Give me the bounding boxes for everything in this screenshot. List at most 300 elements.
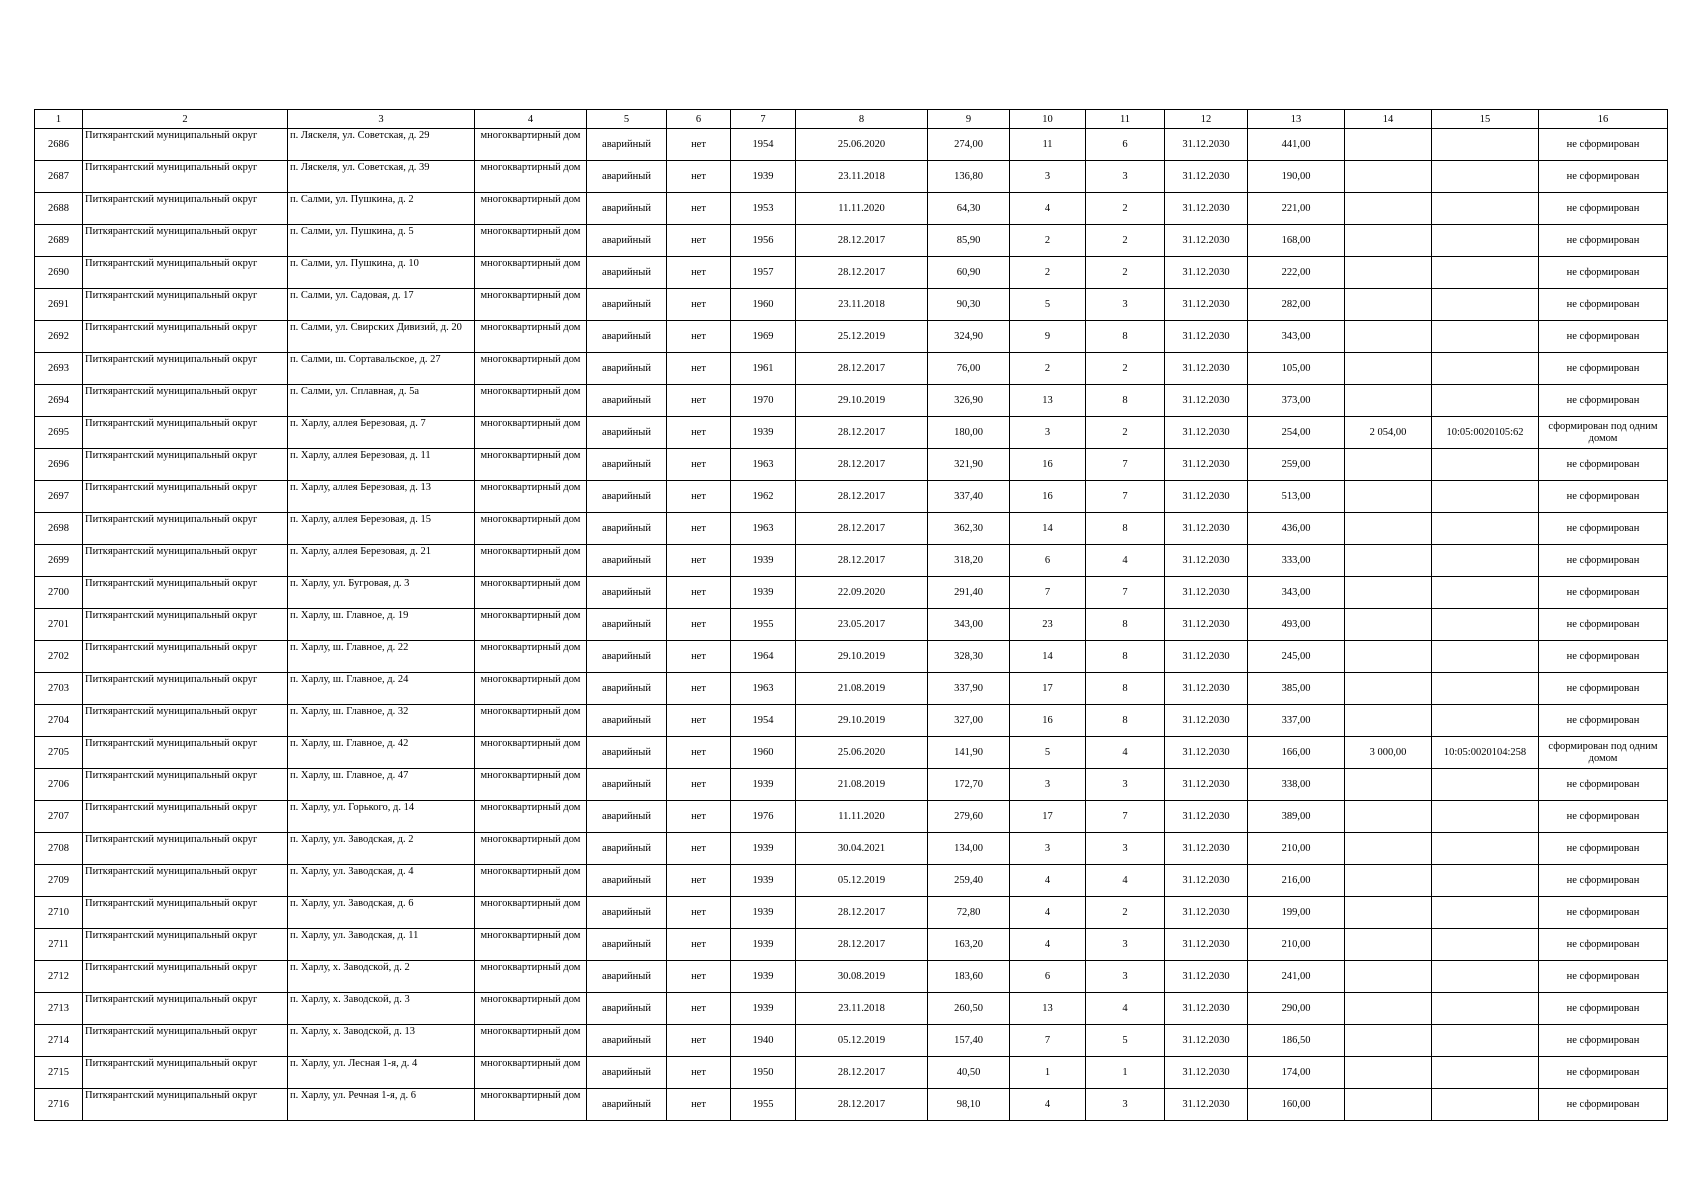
land-area-cell — [1345, 1089, 1432, 1121]
year-cell: 1939 — [731, 161, 796, 193]
row-number-cell: 2702 — [35, 641, 83, 673]
area-cell: 136,80 — [928, 161, 1010, 193]
address-cell: п. Ляскеля, ул. Советская, д. 29 — [288, 129, 475, 161]
year-cell: 1956 — [731, 225, 796, 257]
address-cell: п. Харлу, ул. Лесная 1-я, д. 4 — [288, 1057, 475, 1089]
area-cell: 327,00 — [928, 705, 1010, 737]
area-cell: 259,40 — [928, 865, 1010, 897]
flag-cell: нет — [667, 769, 731, 801]
land-status-cell: не сформирован — [1539, 609, 1668, 641]
building-type-cell: многоквартирный дом — [475, 737, 587, 769]
area-cell: 337,40 — [928, 481, 1010, 513]
cadastral-number-cell — [1432, 993, 1539, 1025]
flag-cell: нет — [667, 961, 731, 993]
residents-cell: 7 — [1010, 1025, 1086, 1057]
area-cell: 326,90 — [928, 385, 1010, 417]
building-type-cell: многоквартирный дом — [475, 993, 587, 1025]
land-area-cell — [1345, 513, 1432, 545]
year-cell: 1957 — [731, 257, 796, 289]
area-cell: 72,80 — [928, 897, 1010, 929]
residents-cell: 6 — [1010, 961, 1086, 993]
address-cell: п. Харлу, ул. Заводская, д. 4 — [288, 865, 475, 897]
building-type-cell: многоквартирный дом — [475, 225, 587, 257]
municipality-cell: Питкярантский муниципальный округ — [83, 353, 288, 385]
flag-cell: нет — [667, 737, 731, 769]
total-area-cell: 373,00 — [1248, 385, 1345, 417]
units-cell: 4 — [1086, 993, 1165, 1025]
condition-cell: аварийный — [587, 929, 667, 961]
date-cell: 28.12.2017 — [796, 449, 928, 481]
cadastral-number-cell — [1432, 513, 1539, 545]
units-cell: 4 — [1086, 737, 1165, 769]
cadastral-number-cell — [1432, 353, 1539, 385]
flag-cell: нет — [667, 129, 731, 161]
date-cell: 28.12.2017 — [796, 513, 928, 545]
land-status-cell: сформирован под одним домом — [1539, 737, 1668, 769]
land-status-cell: не сформирован — [1539, 193, 1668, 225]
units-cell: 3 — [1086, 161, 1165, 193]
residents-cell: 16 — [1010, 481, 1086, 513]
cadastral-number-cell — [1432, 929, 1539, 961]
date-cell: 29.10.2019 — [796, 641, 928, 673]
units-cell: 1 — [1086, 1057, 1165, 1089]
table-row — [35, 833, 1668, 865]
area-cell: 337,90 — [928, 673, 1010, 705]
land-status-cell: не сформирован — [1539, 353, 1668, 385]
land-area-cell — [1345, 289, 1432, 321]
land-status-cell: не сформирован — [1539, 321, 1668, 353]
land-area-cell — [1345, 1025, 1432, 1057]
land-status-cell: не сформирован — [1539, 289, 1668, 321]
flag-cell: нет — [667, 481, 731, 513]
year-cell: 1969 — [731, 321, 796, 353]
total-area-cell: 210,00 — [1248, 929, 1345, 961]
date-cell: 28.12.2017 — [796, 545, 928, 577]
residents-cell: 13 — [1010, 385, 1086, 417]
cadastral-number-cell — [1432, 577, 1539, 609]
deadline-date-cell: 31.12.2030 — [1165, 897, 1248, 929]
deadline-date-cell: 31.12.2030 — [1165, 1089, 1248, 1121]
address-cell: п. Харлу, ул. Горького, д. 14 — [288, 801, 475, 833]
condition-cell: аварийный — [587, 513, 667, 545]
deadline-date-cell: 31.12.2030 — [1165, 833, 1248, 865]
municipality-cell: Питкярантский муниципальный округ — [83, 1025, 288, 1057]
date-cell: 25.12.2019 — [796, 321, 928, 353]
land-area-cell — [1345, 769, 1432, 801]
land-area-cell — [1345, 257, 1432, 289]
municipality-cell: Питкярантский муниципальный округ — [83, 1057, 288, 1089]
date-cell: 28.12.2017 — [796, 929, 928, 961]
municipality-cell: Питкярантский муниципальный округ — [83, 641, 288, 673]
land-area-cell — [1345, 801, 1432, 833]
flag-cell: нет — [667, 449, 731, 481]
municipality-cell: Питкярантский муниципальный округ — [83, 737, 288, 769]
total-area-cell: 190,00 — [1248, 161, 1345, 193]
municipality-cell: Питкярантский муниципальный округ — [83, 1089, 288, 1121]
address-cell: п. Харлу, ш. Главное, д. 22 — [288, 641, 475, 673]
address-cell: п. Харлу, х. Заводской, д. 3 — [288, 993, 475, 1025]
residents-cell: 6 — [1010, 545, 1086, 577]
building-type-cell: многоквартирный дом — [475, 577, 587, 609]
area-cell: 321,90 — [928, 449, 1010, 481]
table-row — [35, 257, 1668, 289]
deadline-date-cell: 31.12.2030 — [1165, 417, 1248, 449]
address-cell: п. Харлу, аллея Березовая, д. 21 — [288, 545, 475, 577]
area-cell: 328,30 — [928, 641, 1010, 673]
land-area-cell — [1345, 865, 1432, 897]
column-header-15: 15 — [1432, 110, 1539, 129]
deadline-date-cell: 31.12.2030 — [1165, 801, 1248, 833]
units-cell: 7 — [1086, 449, 1165, 481]
deadline-date-cell: 31.12.2030 — [1165, 193, 1248, 225]
date-cell: 11.11.2020 — [796, 193, 928, 225]
building-type-cell: многоквартирный дом — [475, 961, 587, 993]
area-cell: 40,50 — [928, 1057, 1010, 1089]
building-type-cell: многоквартирный дом — [475, 449, 587, 481]
column-header-6: 6 — [667, 110, 731, 129]
units-cell: 8 — [1086, 705, 1165, 737]
residents-cell: 3 — [1010, 769, 1086, 801]
units-cell: 2 — [1086, 353, 1165, 385]
address-cell: п. Салми, ул. Сплавная, д. 5а — [288, 385, 475, 417]
column-header-3: 3 — [288, 110, 475, 129]
residents-cell: 1 — [1010, 1057, 1086, 1089]
building-type-cell: многоквартирный дом — [475, 385, 587, 417]
row-number-cell: 2701 — [35, 609, 83, 641]
area-cell: 85,90 — [928, 225, 1010, 257]
row-number-cell: 2703 — [35, 673, 83, 705]
deadline-date-cell: 31.12.2030 — [1165, 929, 1248, 961]
date-cell: 23.11.2018 — [796, 993, 928, 1025]
flag-cell: нет — [667, 1089, 731, 1121]
row-number-cell: 2700 — [35, 577, 83, 609]
residents-cell: 2 — [1010, 257, 1086, 289]
year-cell: 1962 — [731, 481, 796, 513]
municipality-cell: Питкярантский муниципальный округ — [83, 961, 288, 993]
municipality-cell: Питкярантский муниципальный округ — [83, 705, 288, 737]
cadastral-number-cell — [1432, 385, 1539, 417]
cadastral-number-cell — [1432, 321, 1539, 353]
land-area-cell — [1345, 929, 1432, 961]
land-area-cell — [1345, 1057, 1432, 1089]
address-cell: п. Ляскеля, ул. Советская, д. 39 — [288, 161, 475, 193]
total-area-cell: 254,00 — [1248, 417, 1345, 449]
total-area-cell: 199,00 — [1248, 897, 1345, 929]
year-cell: 1940 — [731, 1025, 796, 1057]
units-cell: 6 — [1086, 129, 1165, 161]
building-type-cell: многоквартирный дом — [475, 769, 587, 801]
year-cell: 1963 — [731, 673, 796, 705]
total-area-cell: 436,00 — [1248, 513, 1345, 545]
land-area-cell — [1345, 449, 1432, 481]
year-cell: 1939 — [731, 769, 796, 801]
building-type-cell: многоквартирный дом — [475, 641, 587, 673]
units-cell: 3 — [1086, 929, 1165, 961]
condition-cell: аварийный — [587, 385, 667, 417]
units-cell: 3 — [1086, 1089, 1165, 1121]
area-cell: 183,60 — [928, 961, 1010, 993]
cadastral-number-cell — [1432, 897, 1539, 929]
table-row — [35, 353, 1668, 385]
year-cell: 1953 — [731, 193, 796, 225]
address-cell: п. Харлу, ш. Главное, д. 19 — [288, 609, 475, 641]
residents-cell: 5 — [1010, 737, 1086, 769]
year-cell: 1939 — [731, 545, 796, 577]
address-cell: п. Салми, ул. Свирских Дивизий, д. 20 — [288, 321, 475, 353]
column-header-10: 10 — [1010, 110, 1086, 129]
units-cell: 2 — [1086, 257, 1165, 289]
deadline-date-cell: 31.12.2030 — [1165, 769, 1248, 801]
municipality-cell: Питкярантский муниципальный округ — [83, 161, 288, 193]
area-cell: 172,70 — [928, 769, 1010, 801]
table-row — [35, 673, 1668, 705]
area-cell: 76,00 — [928, 353, 1010, 385]
total-area-cell: 343,00 — [1248, 321, 1345, 353]
condition-cell: аварийный — [587, 737, 667, 769]
residents-cell: 2 — [1010, 353, 1086, 385]
residents-cell: 11 — [1010, 129, 1086, 161]
land-status-cell: не сформирован — [1539, 545, 1668, 577]
land-status-cell: не сформирован — [1539, 1025, 1668, 1057]
flag-cell: нет — [667, 673, 731, 705]
area-cell: 362,30 — [928, 513, 1010, 545]
units-cell: 8 — [1086, 641, 1165, 673]
deadline-date-cell: 31.12.2030 — [1165, 449, 1248, 481]
units-cell: 8 — [1086, 609, 1165, 641]
row-number-cell: 2686 — [35, 129, 83, 161]
condition-cell: аварийный — [587, 289, 667, 321]
address-cell: п. Харлу, ул. Заводская, д. 2 — [288, 833, 475, 865]
total-area-cell: 105,00 — [1248, 353, 1345, 385]
table-row — [35, 737, 1668, 769]
deadline-date-cell: 31.12.2030 — [1165, 321, 1248, 353]
row-number-cell: 2690 — [35, 257, 83, 289]
land-status-cell: не сформирован — [1539, 833, 1668, 865]
row-number-cell: 2697 — [35, 481, 83, 513]
area-cell: 279,60 — [928, 801, 1010, 833]
row-number-cell: 2695 — [35, 417, 83, 449]
year-cell: 1939 — [731, 961, 796, 993]
building-type-cell: многоквартирный дом — [475, 545, 587, 577]
flag-cell: нет — [667, 289, 731, 321]
municipality-cell: Питкярантский муниципальный округ — [83, 289, 288, 321]
total-area-cell: 245,00 — [1248, 641, 1345, 673]
table-row — [35, 481, 1668, 513]
year-cell: 1961 — [731, 353, 796, 385]
column-header-11: 11 — [1086, 110, 1165, 129]
condition-cell: аварийный — [587, 417, 667, 449]
row-number-cell: 2716 — [35, 1089, 83, 1121]
municipality-cell: Питкярантский муниципальный округ — [83, 609, 288, 641]
land-area-cell — [1345, 353, 1432, 385]
cadastral-number-cell — [1432, 193, 1539, 225]
column-header-7: 7 — [731, 110, 796, 129]
land-area-cell: 2 054,00 — [1345, 417, 1432, 449]
date-cell: 21.08.2019 — [796, 769, 928, 801]
deadline-date-cell: 31.12.2030 — [1165, 577, 1248, 609]
flag-cell: нет — [667, 577, 731, 609]
year-cell: 1950 — [731, 1057, 796, 1089]
row-number-cell: 2692 — [35, 321, 83, 353]
deadline-date-cell: 31.12.2030 — [1165, 1057, 1248, 1089]
cadastral-number-cell — [1432, 225, 1539, 257]
row-number-cell: 2696 — [35, 449, 83, 481]
land-status-cell: не сформирован — [1539, 481, 1668, 513]
total-area-cell: 241,00 — [1248, 961, 1345, 993]
address-cell: п. Харлу, аллея Березовая, д. 15 — [288, 513, 475, 545]
units-cell: 3 — [1086, 961, 1165, 993]
year-cell: 1939 — [731, 865, 796, 897]
land-status-cell: не сформирован — [1539, 257, 1668, 289]
flag-cell: нет — [667, 993, 731, 1025]
building-type-cell: многоквартирный дом — [475, 673, 587, 705]
table-row — [35, 865, 1668, 897]
table-body — [35, 129, 1668, 1121]
date-cell: 28.12.2017 — [796, 417, 928, 449]
condition-cell: аварийный — [587, 897, 667, 929]
condition-cell: аварийный — [587, 865, 667, 897]
address-cell: п. Харлу, аллея Березовая, д. 11 — [288, 449, 475, 481]
flag-cell: нет — [667, 321, 731, 353]
condition-cell: аварийный — [587, 193, 667, 225]
residents-cell: 16 — [1010, 449, 1086, 481]
table-header — [35, 110, 1668, 129]
row-number-cell: 2693 — [35, 353, 83, 385]
municipality-cell: Питкярантский муниципальный округ — [83, 481, 288, 513]
land-area-cell — [1345, 897, 1432, 929]
municipality-cell: Питкярантский муниципальный округ — [83, 257, 288, 289]
land-area-cell — [1345, 833, 1432, 865]
date-cell: 28.12.2017 — [796, 353, 928, 385]
table-row — [35, 129, 1668, 161]
deadline-date-cell: 31.12.2030 — [1165, 481, 1248, 513]
area-cell: 318,20 — [928, 545, 1010, 577]
deadline-date-cell: 31.12.2030 — [1165, 257, 1248, 289]
land-status-cell: не сформирован — [1539, 449, 1668, 481]
units-cell: 7 — [1086, 577, 1165, 609]
residents-cell: 23 — [1010, 609, 1086, 641]
cadastral-number-cell — [1432, 769, 1539, 801]
land-area-cell — [1345, 129, 1432, 161]
residents-cell: 16 — [1010, 705, 1086, 737]
date-cell: 23.05.2017 — [796, 609, 928, 641]
municipality-cell: Питкярантский муниципальный округ — [83, 129, 288, 161]
address-cell: п. Харлу, аллея Березовая, д. 13 — [288, 481, 475, 513]
flag-cell: нет — [667, 545, 731, 577]
flag-cell: нет — [667, 225, 731, 257]
area-cell: 291,40 — [928, 577, 1010, 609]
flag-cell: нет — [667, 1057, 731, 1089]
building-type-cell: многоквартирный дом — [475, 289, 587, 321]
residents-cell: 13 — [1010, 993, 1086, 1025]
row-number-cell: 2709 — [35, 865, 83, 897]
flag-cell: нет — [667, 801, 731, 833]
residents-cell: 4 — [1010, 193, 1086, 225]
land-status-cell: не сформирован — [1539, 801, 1668, 833]
condition-cell: аварийный — [587, 449, 667, 481]
date-cell: 28.12.2017 — [796, 1089, 928, 1121]
date-cell: 29.10.2019 — [796, 705, 928, 737]
table-row — [35, 1025, 1668, 1057]
deadline-date-cell: 31.12.2030 — [1165, 609, 1248, 641]
residents-cell: 3 — [1010, 161, 1086, 193]
year-cell: 1939 — [731, 833, 796, 865]
condition-cell: аварийный — [587, 673, 667, 705]
cadastral-number-cell: 10:05:0020105:62 — [1432, 417, 1539, 449]
row-number-cell: 2698 — [35, 513, 83, 545]
table-row — [35, 1057, 1668, 1089]
total-area-cell: 493,00 — [1248, 609, 1345, 641]
land-area-cell — [1345, 321, 1432, 353]
total-area-cell: 174,00 — [1248, 1057, 1345, 1089]
deadline-date-cell: 31.12.2030 — [1165, 705, 1248, 737]
land-area-cell — [1345, 577, 1432, 609]
table-row — [35, 705, 1668, 737]
date-cell: 23.11.2018 — [796, 161, 928, 193]
units-cell: 8 — [1086, 673, 1165, 705]
land-area-cell — [1345, 641, 1432, 673]
year-cell: 1939 — [731, 993, 796, 1025]
flag-cell: нет — [667, 705, 731, 737]
table-row — [35, 897, 1668, 929]
deadline-date-cell: 31.12.2030 — [1165, 673, 1248, 705]
date-cell: 25.06.2020 — [796, 737, 928, 769]
units-cell: 2 — [1086, 225, 1165, 257]
total-area-cell: 441,00 — [1248, 129, 1345, 161]
condition-cell: аварийный — [587, 801, 667, 833]
flag-cell: нет — [667, 609, 731, 641]
land-status-cell: не сформирован — [1539, 161, 1668, 193]
total-area-cell: 168,00 — [1248, 225, 1345, 257]
units-cell: 2 — [1086, 897, 1165, 929]
municipality-cell: Питкярантский муниципальный округ — [83, 833, 288, 865]
date-cell: 30.04.2021 — [796, 833, 928, 865]
area-cell: 274,00 — [928, 129, 1010, 161]
cadastral-number-cell — [1432, 545, 1539, 577]
building-type-cell: многоквартирный дом — [475, 481, 587, 513]
row-number-cell: 2708 — [35, 833, 83, 865]
year-cell: 1955 — [731, 609, 796, 641]
housing-registry-table — [34, 109, 1668, 1121]
area-cell: 157,40 — [928, 1025, 1010, 1057]
date-cell: 05.12.2019 — [796, 865, 928, 897]
land-status-cell: не сформирован — [1539, 225, 1668, 257]
land-status-cell: не сформирован — [1539, 769, 1668, 801]
flag-cell: нет — [667, 257, 731, 289]
table-row — [35, 225, 1668, 257]
flag-cell: нет — [667, 193, 731, 225]
land-area-cell — [1345, 609, 1432, 641]
condition-cell: аварийный — [587, 225, 667, 257]
municipality-cell: Питкярантский муниципальный округ — [83, 417, 288, 449]
building-type-cell: многоквартирный дом — [475, 1057, 587, 1089]
units-cell: 8 — [1086, 321, 1165, 353]
municipality-cell: Питкярантский муниципальный округ — [83, 193, 288, 225]
total-area-cell: 338,00 — [1248, 769, 1345, 801]
condition-cell: аварийный — [587, 993, 667, 1025]
flag-cell: нет — [667, 513, 731, 545]
land-status-cell: не сформирован — [1539, 897, 1668, 929]
area-cell: 163,20 — [928, 929, 1010, 961]
municipality-cell: Питкярантский муниципальный округ — [83, 449, 288, 481]
date-cell: 22.09.2020 — [796, 577, 928, 609]
column-header-12: 12 — [1165, 110, 1248, 129]
condition-cell: аварийный — [587, 129, 667, 161]
deadline-date-cell: 31.12.2030 — [1165, 289, 1248, 321]
building-type-cell: многоквартирный дом — [475, 1089, 587, 1121]
condition-cell: аварийный — [587, 1025, 667, 1057]
municipality-cell: Питкярантский муниципальный округ — [83, 545, 288, 577]
